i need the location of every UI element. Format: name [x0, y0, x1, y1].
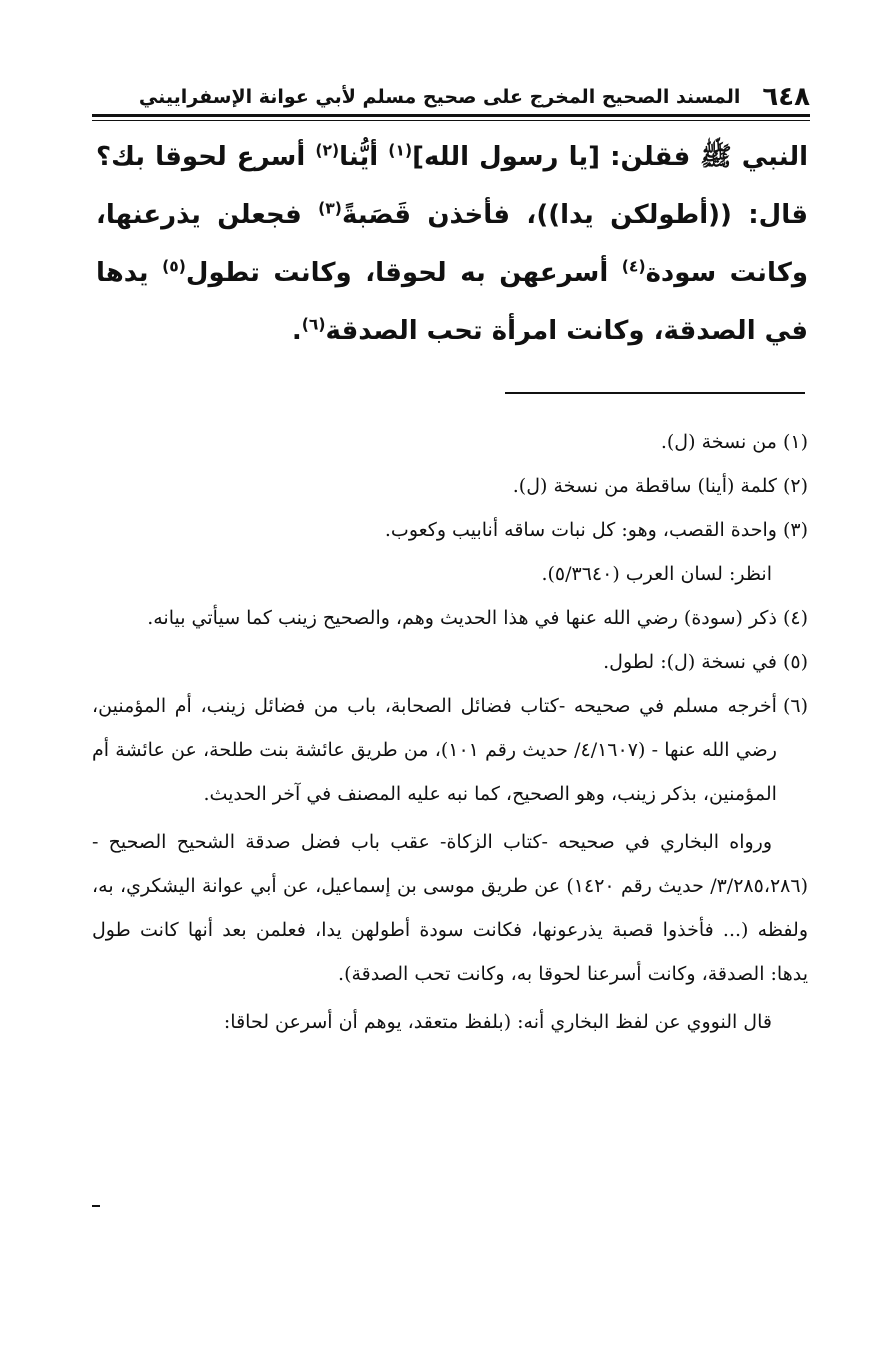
footnote-2: [92, 464, 808, 508]
footnote-text: كلمة (أينا) ساقطة من نسخة (ل).: [512, 475, 777, 497]
page-number: ٦٤٨: [762, 82, 810, 112]
footnotes: [92, 420, 808, 1044]
footnote-ref-4[interactable]: (٤): [621, 257, 646, 276]
continuation-mark: [92, 1205, 100, 1207]
running-title: المسند الصحيح المخرج على صحيح مسلم لأبي عوانة الإسفراييني: [138, 86, 741, 108]
footnote-text: من نسخة (ل).: [660, 431, 777, 453]
footnote-3-reference: انظر: لسان العرب (٥/٣٦٤٠).: [541, 563, 772, 585]
footnote-ref-6[interactable]: (٦): [301, 315, 326, 334]
footnote-text: واحدة القصب، وهو: كل نبات ساقه أنابيب وكعوب.: [384, 519, 777, 541]
footnote-6-nawawi-paragraph: قال النووي عن لفظ البخاري أنه: (بلفظ متعقد، يوهم أن أسرعن لحاقا:: [223, 1011, 772, 1033]
footnote-ref-2[interactable]: (٢): [315, 141, 340, 160]
hadith-paragraph: [96, 128, 808, 360]
main-text: [96, 128, 808, 360]
main-segment-1: النبي ﷺ فقلن: [يا رسول الله]: [412, 142, 808, 172]
footnote-5: [92, 640, 808, 684]
footnote-text: ذكر (سودة) رضي الله عنها في هذا الحديث وهم، والصحيح زينب كما سيأتي بيانه.: [147, 607, 777, 629]
header-rule-thin: [92, 120, 810, 121]
main-segment-3: أسرع لحوقا بك؟ قال: ((أطولكن يدا))، فأخذن قَصَبةً: [96, 142, 809, 230]
footnote-3: [92, 508, 808, 552]
footnote-4: [92, 596, 808, 640]
footnote-number: (٢): [782, 475, 808, 497]
footnote-number: (٤): [782, 607, 808, 629]
main-segment-7: .: [291, 316, 302, 346]
footnote-ref-3[interactable]: (٣): [318, 199, 342, 218]
footnote-text: أخرجه مسلم في صحيحه -كتاب فضائل الصحابة، باب من فضائل زينب، أم المؤمنين، رضي الله عنها - (٤/١٦٠٧/ حديث رقم ١٠١)، من طريق عائشة بنت طلحة، عن عائشة أم المؤمنين، بذكر زينب، وهو الصحيح، كما نبه عليه المصنف في آخر الحديث.: [92, 695, 777, 805]
footnote-ref-5[interactable]: (٥): [162, 257, 186, 276]
footnote-number: (٦): [782, 695, 808, 717]
footnote-ref-1[interactable]: (١): [388, 141, 413, 160]
footnote-number: (٣): [782, 519, 808, 541]
footnote-6-bukhari-paragraph: ورواه البخاري في صحيحه -كتاب الزكاة- عقب باب فضل صدقة الشحيح الصحيح - (٣/٢٨٥،٢٨٦/ حديث رقم ١٤٢٠) عن طريق موسى بن إسماعيل، عن أبي عوانة اليشكري، به، ولفظه (... فأخذوا قصبة يذرعونها، فكانت سودة أطولهن يدا، فعلمن بعد أنها كانت طول يدها: الصدقة، وكانت أسرعنا لحوقا به، وكانت تحب الصدقة).: [92, 831, 808, 985]
main-segment-6: يدها في الصدقة، وكانت امرأة تحب الصدقة: [96, 258, 808, 346]
footnote-number: (٥): [782, 651, 808, 673]
footnote-6: [92, 684, 808, 816]
main-segment-5: أسرعهن به لحوقا، وكانت تطول: [185, 258, 622, 288]
main-segment-2: أيُّنا: [339, 142, 389, 172]
footnote-1: [92, 420, 808, 464]
footnote-separator: [505, 392, 805, 394]
page-header: [90, 80, 810, 112]
main-segment-4: فجعلن يذرعنها، وكانت سودة: [96, 200, 808, 288]
footnote-number: (١): [782, 431, 808, 453]
header-rule: [92, 114, 810, 117]
footnote-text: في نسخة (ل): لطول.: [603, 651, 777, 673]
